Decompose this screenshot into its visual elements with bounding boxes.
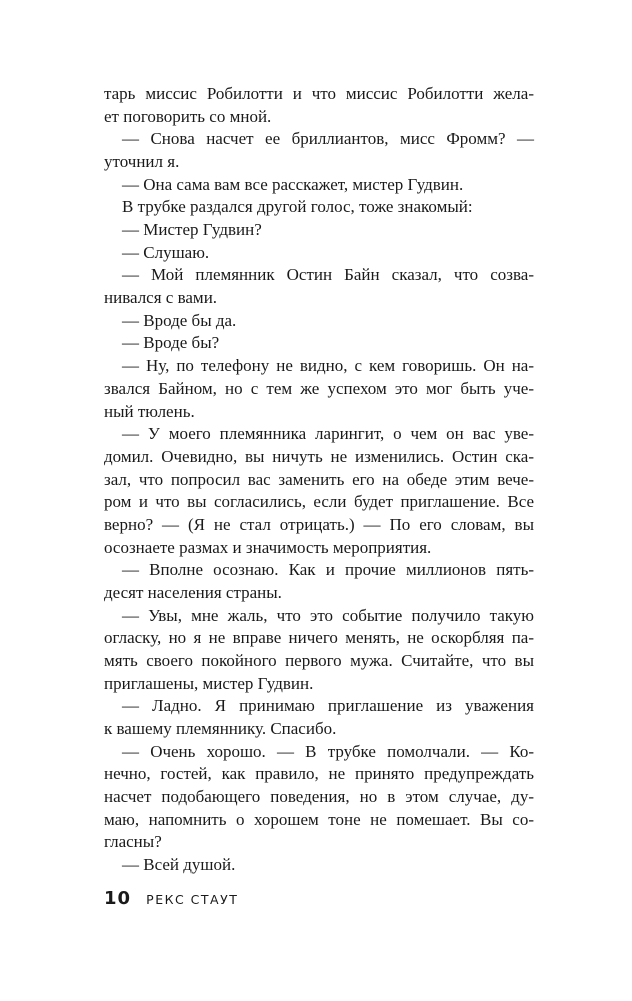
text-line: маю, напомнить о хорошем тоне не помешает. Вы со- xyxy=(104,809,534,829)
text-line: — Вроде бы? xyxy=(122,333,220,353)
text-line: мять своего покойного первого мужа. Считайте, что вы xyxy=(104,650,534,670)
text-line: — Слушаю. xyxy=(122,242,210,262)
text-line: — Увы, мне жаль, что это событие получило такую xyxy=(122,605,534,625)
text-line: — Всей душой. xyxy=(122,855,236,874)
text-line: приглашены, мистер Гудвин. xyxy=(104,673,314,693)
running-head: РЕКС СТАУТ xyxy=(146,892,239,907)
text-line: осознаете размах и значимость мероприятия. xyxy=(104,537,432,557)
text-line: гласны? xyxy=(104,832,162,852)
text-line: — Вроде бы да. xyxy=(122,310,237,330)
text-line: к вашему племяннику. Спасибо. xyxy=(104,718,337,738)
text-line: — Снова насчет ее бриллиантов, мисс Фромм? — xyxy=(122,129,534,149)
text-line: В трубке раздался другой голос, тоже знакомый: xyxy=(122,197,473,217)
page-number: 10 xyxy=(104,888,132,909)
text-line: ет поговорить со мной. xyxy=(104,106,272,126)
text-line: — Вполне осознаю. Как и прочие миллионов пять- xyxy=(122,560,534,580)
text-line: ром и что вы согласились, если будет приглашение. Все xyxy=(104,492,534,512)
text-line: тарь миссис Робилотти и что миссис Робилотти жела- xyxy=(104,84,534,103)
text-line: уточнил я. xyxy=(104,152,180,171)
text-line: верно? — (Я не стал отрицать.) — По его словам, вы xyxy=(104,514,534,534)
text-line: нечно, гостей, как правило, не принято предупреждать xyxy=(104,764,534,784)
text-line: насчет подобающего поведения, но в этом случае, ду- xyxy=(104,787,534,806)
text-line: огласку, но я не вправе ничего менять, не оскорбляя па- xyxy=(104,628,534,648)
text-line: — Мистер Гудвин? xyxy=(122,220,262,240)
text-line: домил. Очевидно, вы ничуть не изменились. Остин ска- xyxy=(104,446,534,466)
text-line: десят населения страны. xyxy=(104,582,282,602)
text-line: — Очень хорошо. — В трубке помолчали. — Ко- xyxy=(122,741,534,761)
text-line: — Мой племянник Остин Байн сказал, что созва- xyxy=(122,265,534,285)
text-line: — У моего племянника ларингит, о чем он вас уве- xyxy=(122,424,534,444)
text-line: — Ладно. Я принимаю приглашение из уважения xyxy=(122,696,534,716)
text-line: зал, что попросил вас заменить его на обеде этим вече- xyxy=(104,469,534,489)
text-line: звался Байном, но с тем же успехом это мог быть уче- xyxy=(104,378,534,398)
text-line: — Она сама вам все расскажет, мистер Гудвин. xyxy=(122,174,464,194)
text-line: ный тюлень. xyxy=(104,401,195,421)
page-footer xyxy=(104,886,238,912)
text-line: — Ну, по телефону не видно, с кем говоришь. Он на- xyxy=(122,356,534,376)
text-line: нивался с вами. xyxy=(104,288,218,308)
